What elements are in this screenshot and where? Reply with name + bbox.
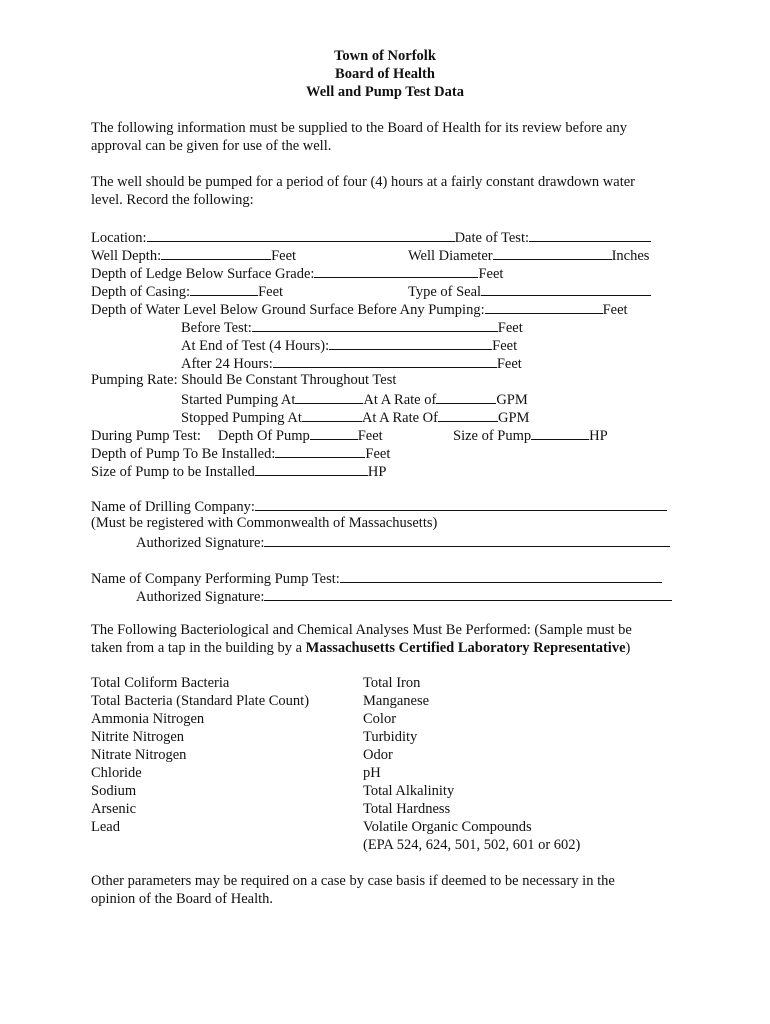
depth-of-pump-unit: Feet [357, 428, 383, 444]
pumping-rate-heading: Pumping Rate: Should Be Constant Throughout Test [91, 372, 397, 388]
registered-note: (Must be registered with Commonwealth of Massachusetts) [91, 515, 438, 531]
well-depth-row [91, 245, 296, 265]
casing-depth-label: Depth of Casing: [91, 284, 191, 300]
title-town: Town of Norfolk [334, 48, 436, 64]
analysis-item: Odor [363, 747, 393, 763]
water-level-row [91, 299, 628, 319]
certified-lab-text: Massachusetts Certified Laboratory Representative [305, 640, 626, 656]
analysis-item: Total Bacteria (Standard Plate Count) [91, 693, 310, 709]
drilling-signature-field[interactable] [264, 532, 670, 547]
end-of-test-field[interactable] [329, 335, 492, 350]
analyses-intro-close: ) [625, 640, 631, 656]
stopped-pumping-label: Stopped Pumping At [181, 410, 302, 426]
drilling-company-row [91, 496, 667, 516]
pump-test-company-label: Name of Company Performing Pump Test: [91, 571, 340, 587]
pump-depth-installed-label: Depth of Pump To Be Installed: [91, 446, 276, 462]
end-of-test-unit: Feet [492, 338, 518, 354]
analysis-item: pH [363, 765, 381, 781]
size-of-pump-label: Size of Pump [453, 428, 532, 444]
casing-depth-row [91, 281, 283, 301]
pump-depth-installed-field[interactable] [275, 443, 365, 458]
stopped-pumping-field[interactable] [302, 407, 362, 422]
before-test-unit: Feet [497, 320, 523, 336]
ledge-depth-row [91, 263, 503, 283]
started-pumping-label: Started Pumping At [181, 392, 296, 408]
end-of-test-label: At End of Test (4 Hours): [181, 338, 330, 354]
size-of-pump-field[interactable] [531, 425, 589, 440]
well-diameter-row [408, 245, 649, 265]
analysis-item: Total Coliform Bacteria [91, 675, 230, 691]
location-field[interactable] [147, 227, 455, 242]
analysis-item: Total Hardness [363, 801, 451, 817]
stopped-pumping-row [181, 407, 529, 427]
after-24-unit: Feet [496, 356, 522, 372]
drilling-company-label: Name of Drilling Company: [91, 499, 255, 515]
water-level-unit: Feet [602, 302, 628, 318]
started-pumping-row [181, 389, 528, 409]
size-of-pump-unit: HP [589, 428, 608, 444]
intro-paragraph-1-cont: approval can be given for use of the well. [91, 138, 332, 154]
water-level-field[interactable] [485, 299, 603, 314]
pump-size-installed-row [91, 461, 386, 481]
started-rate-field[interactable] [436, 389, 496, 404]
well-diameter-label: Well Diameter [408, 248, 493, 264]
stopped-rate-field[interactable] [438, 407, 498, 422]
pump-size-installed-label: Size of Pump to be Installed [91, 464, 255, 480]
analysis-item: Ammonia Nitrogen [91, 711, 205, 727]
analysis-item: Nitrite Nitrogen [91, 729, 185, 745]
drilling-signature-label: Authorized Signature: [136, 535, 265, 551]
well-diameter-unit: Inches [611, 248, 650, 264]
title-board: Board of Health [335, 66, 435, 82]
well-diameter-field[interactable] [493, 245, 612, 260]
analysis-item: Chloride [91, 765, 142, 781]
size-of-pump-row [453, 425, 608, 445]
after-24-field[interactable] [273, 353, 497, 368]
analysis-item: Volatile Organic Compounds [363, 819, 532, 835]
stopped-rate-unit: GPM [497, 410, 530, 426]
well-depth-unit: Feet [271, 248, 297, 264]
well-depth-field[interactable] [161, 245, 271, 260]
title-form: Well and Pump Test Data [306, 84, 464, 100]
seal-type-field[interactable] [481, 281, 651, 296]
before-test-label: Before Test: [181, 320, 252, 336]
pump-depth-installed-row [91, 443, 390, 463]
seal-type-label: Type of Seal [408, 284, 482, 300]
pump-test-signature-label: Authorized Signature: [136, 589, 265, 605]
pump-test-company-row [91, 568, 662, 588]
depth-of-pump-label: Depth Of Pump [217, 428, 310, 444]
analysis-item: Lead [91, 819, 120, 835]
depth-of-pump-field[interactable] [310, 425, 358, 440]
analyses-intro-text: taken from a tap in the building by a [91, 640, 306, 656]
pump-test-signature-row [136, 586, 672, 606]
ledge-depth-field[interactable] [314, 263, 478, 278]
intro-paragraph-2-cont: level. Record the following: [91, 192, 254, 208]
well-depth-label: Well Depth: [91, 248, 162, 264]
ledge-depth-unit: Feet [478, 266, 504, 282]
analysis-item: Nitrate Nitrogen [91, 747, 187, 763]
pump-test-company-field[interactable] [340, 568, 662, 583]
pump-size-installed-field[interactable] [255, 461, 368, 476]
drilling-signature-row [136, 532, 670, 552]
stopped-rate-label: At A Rate Of [361, 410, 438, 426]
analysis-item: Total Iron [363, 675, 421, 691]
analysis-item: Manganese [363, 693, 430, 709]
drilling-company-field[interactable] [255, 496, 667, 511]
started-rate-unit: GPM [496, 392, 528, 408]
intro-paragraph-1: The following information must be supplied to the Board of Health for its review before any [91, 120, 627, 136]
date-of-test-field[interactable] [529, 227, 651, 242]
analysis-item: Total Alkalinity [363, 783, 455, 799]
pump-depth-installed-unit: Feet [365, 446, 391, 462]
analyses-intro-cont [91, 639, 630, 657]
water-level-label: Depth of Water Level Below Ground Surface Before Any Pumping: [91, 302, 485, 318]
during-test-label: During Pump Test: [91, 428, 201, 444]
seal-type-row [408, 281, 651, 301]
analysis-item: (EPA 524, 624, 501, 502, 601 or 602) [363, 837, 581, 853]
pump-size-installed-unit: HP [367, 464, 387, 480]
ledge-depth-label: Depth of Ledge Below Surface Grade: [91, 266, 315, 282]
analysis-item: Turbidity [363, 729, 418, 745]
started-pumping-field[interactable] [295, 389, 363, 404]
footer-note: Other parameters may be required on a case by case basis if deemed to be necessary in the [91, 873, 615, 889]
during-test-row [91, 425, 383, 445]
after-24-label: After 24 Hours: [181, 356, 273, 372]
analysis-item: Color [363, 711, 397, 727]
date-of-test-label: Date of Test: [454, 230, 529, 246]
analysis-item: Sodium [91, 783, 137, 799]
after-24-row [181, 353, 522, 373]
end-of-test-row [181, 335, 517, 355]
before-test-field[interactable] [252, 317, 498, 332]
before-test-row [181, 317, 523, 337]
intro-paragraph-2: The well should be pumped for a period of four (4) hours at a fairly constant drawdown water [91, 174, 635, 190]
analyses-intro: The Following Bacteriological and Chemical Analyses Must Be Performed: (Sample must be [91, 622, 632, 638]
location-label: Location: [91, 230, 147, 246]
analysis-item: Arsenic [91, 801, 137, 817]
casing-depth-unit: Feet [258, 284, 284, 300]
started-rate-label: At A Rate of [363, 392, 437, 408]
casing-depth-field[interactable] [190, 281, 258, 296]
location-row [91, 227, 651, 247]
pump-test-signature-field[interactable] [264, 586, 672, 601]
footer-note-cont: opinion of the Board of Health. [91, 891, 274, 907]
